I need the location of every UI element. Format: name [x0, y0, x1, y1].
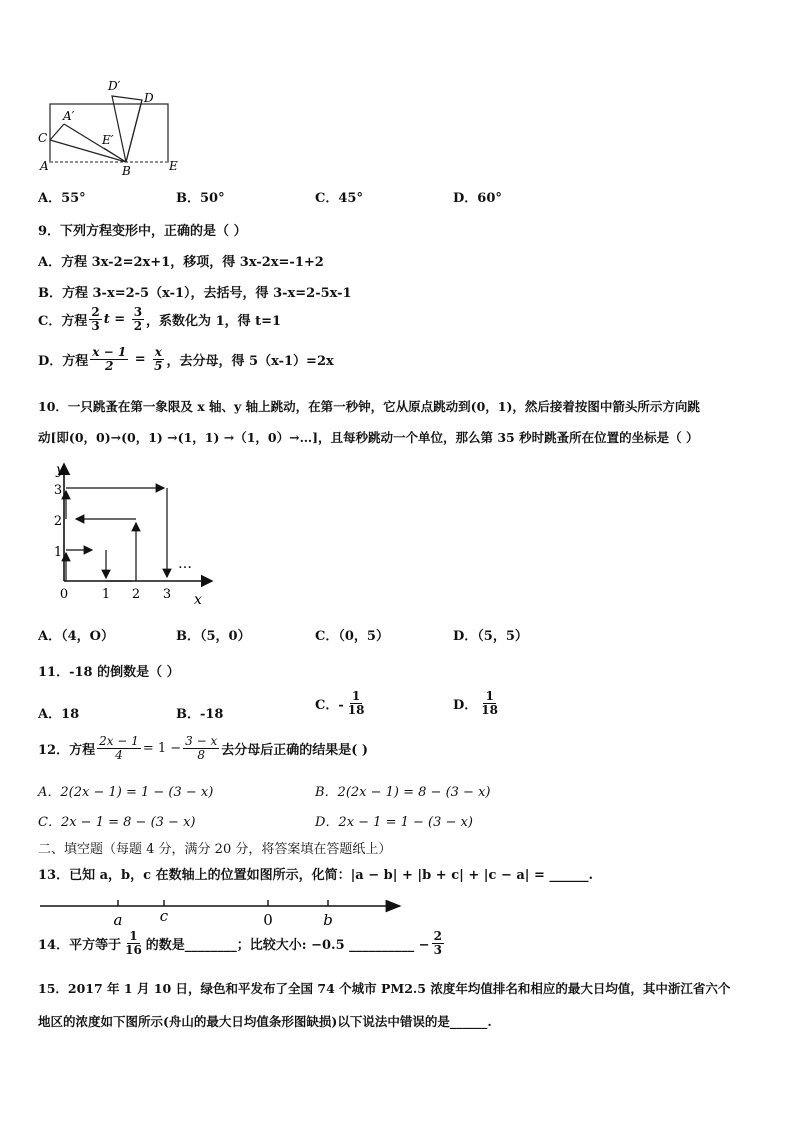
q8-label-A-prime: A′ [63, 109, 75, 123]
q9-stem: 9．下列方程变形中，正确的是（ ） [38, 224, 247, 239]
q10-stem-line2: 动[即(0，0)→(0，1) →(1，1) →（1，0）→…]，且每秒跳动一个单位，那么第 35 秒时跳蚤所在位置的坐标是（ ） [38, 430, 699, 445]
q15-stem-line2: 地区的浓度如下图所示(舟山的最大日均值条形图缺损)以下说法中错误的是______. [38, 1014, 492, 1029]
q11-stem: 11．-18 的倒数是（ ） [38, 665, 180, 680]
q8-label-E: E [169, 159, 178, 173]
q13-stem: 13．已知 a，b，c 在数轴上的位置如图所示，化简：|a − b| + |b + c| + |c − a| = ______. [38, 868, 593, 883]
q10-option-a: A．（4，O） [38, 629, 114, 644]
q13-label-zero: 0 [263, 911, 273, 929]
q13-number-line [36, 892, 408, 932]
q14-stem: 14．平方等于 $\frac{1}{16}$ 的数是________；比较大小: −0.5 __________ − $\frac{2}{3}$ [38, 929, 442, 957]
q10-x-tick-3: 3 [162, 587, 172, 602]
q9-d-fraction-2: $\frac{x}{5}$ [154, 345, 163, 373]
q10-jump-path-figure [36, 458, 226, 608]
q8-label-D: D [144, 91, 154, 105]
q10-x-tick-0: 0 [59, 587, 69, 602]
q8-label-C: C [38, 131, 48, 145]
q8-option-b: B．50° [176, 191, 225, 206]
q8-folded-triangle [112, 96, 142, 162]
q10-ellipsis: … [178, 556, 192, 572]
q9-option-a: A．方程 3x-2=2x+1，移项，得 3x-2x=-1+2 [38, 255, 324, 270]
q10-y-tick-2: 2 [53, 514, 63, 529]
q10-option-b: B．（5，0） [176, 629, 251, 644]
q9-option-b: B．方程 3-x=2-5（x-1），去括号，得 3-x=2-5x-1 [38, 286, 352, 301]
q8-label-D-prime: D′ [108, 79, 121, 93]
q11-option-b: B．-18 [176, 707, 224, 722]
q13-label-b: b [323, 911, 333, 929]
q8-label-A: A [40, 159, 49, 173]
q12-stem: 12．方程 $\frac{2x - 1}{4}$ = 1 − $\frac{3 - x}{8}$ 去分母后正确的结果是( ) [38, 734, 369, 762]
q10-y-tick-3: 3 [53, 483, 63, 498]
q8-option-a: A．55° [38, 191, 86, 206]
q8-geometry-figure [30, 76, 190, 178]
q13-label-a: a [113, 911, 123, 929]
q8-label-E-prime: E′ [102, 133, 114, 147]
q12-option-b: B．2(2x − 1) = 8 − (3 − x) [315, 785, 491, 800]
q11-option-c: C．- $\frac{1}{18}$ [315, 689, 365, 717]
q13-label-c: c [159, 907, 169, 925]
q10-stem-line1: 10．一只跳蚤在第一象限及 x 轴、y 轴上跳动，在第一秒钟，它从原点跳动到(0，1)，然后接着按图中箭头所示方向跳 [38, 399, 700, 414]
section-2-heading: 二、填空题（每题 4 分，满分 20 分，将答案填在答题纸上） [38, 842, 392, 857]
q12-option-c: C．2x − 1 = 8 − (3 − x) [38, 815, 196, 830]
q9-d-fraction-1: $\frac{x - 1}{2}$ [92, 345, 127, 373]
q12-option-d: D．2x − 1 = 1 − (3 − x) [315, 815, 473, 830]
q10-option-c: C．（0，5） [315, 629, 389, 644]
q10-y-tick-1: 1 [53, 545, 63, 560]
q10-x-axis-label: x [194, 592, 202, 608]
q10-x-tick-1: 1 [101, 587, 111, 602]
q8-option-c: C．45° [315, 191, 363, 206]
q11-option-d: D． $\frac{1}{18}$ [453, 689, 498, 717]
q10-option-d: D．（5，5） [453, 629, 528, 644]
q12-option-a: A．2(2x − 1) = 1 − (3 − x) [38, 785, 214, 800]
q9-option-c: C．方程 $\frac{2}{3}$ t = $\frac{3}{2}$ ，系数化为 1，得 t=1 [38, 305, 282, 333]
q15-stem-line1: 15．2017 年 1 月 10 日，绿色和平发布了全国 74 个城市 PM2.5 浓度年均值排名和相应的最大日均值，其中浙江省六个 [38, 981, 731, 996]
q9-option-d: D．方程 $\frac{x - 1}{2}$ = $\frac{x}{5}$ ，去分母，得 5（x-1）=2x [38, 345, 334, 373]
q11-option-a: A．18 [38, 707, 80, 722]
q9-c-fraction-1: $\frac{2}{3}$ [91, 305, 100, 333]
q10-x-tick-2: 2 [131, 587, 141, 602]
q9-c-fraction-2: $\frac{3}{2}$ [133, 305, 143, 333]
q10-y-axis-label: y [56, 462, 64, 478]
q8-label-B: B [122, 164, 131, 178]
q8-option-d: D．60° [453, 191, 502, 206]
